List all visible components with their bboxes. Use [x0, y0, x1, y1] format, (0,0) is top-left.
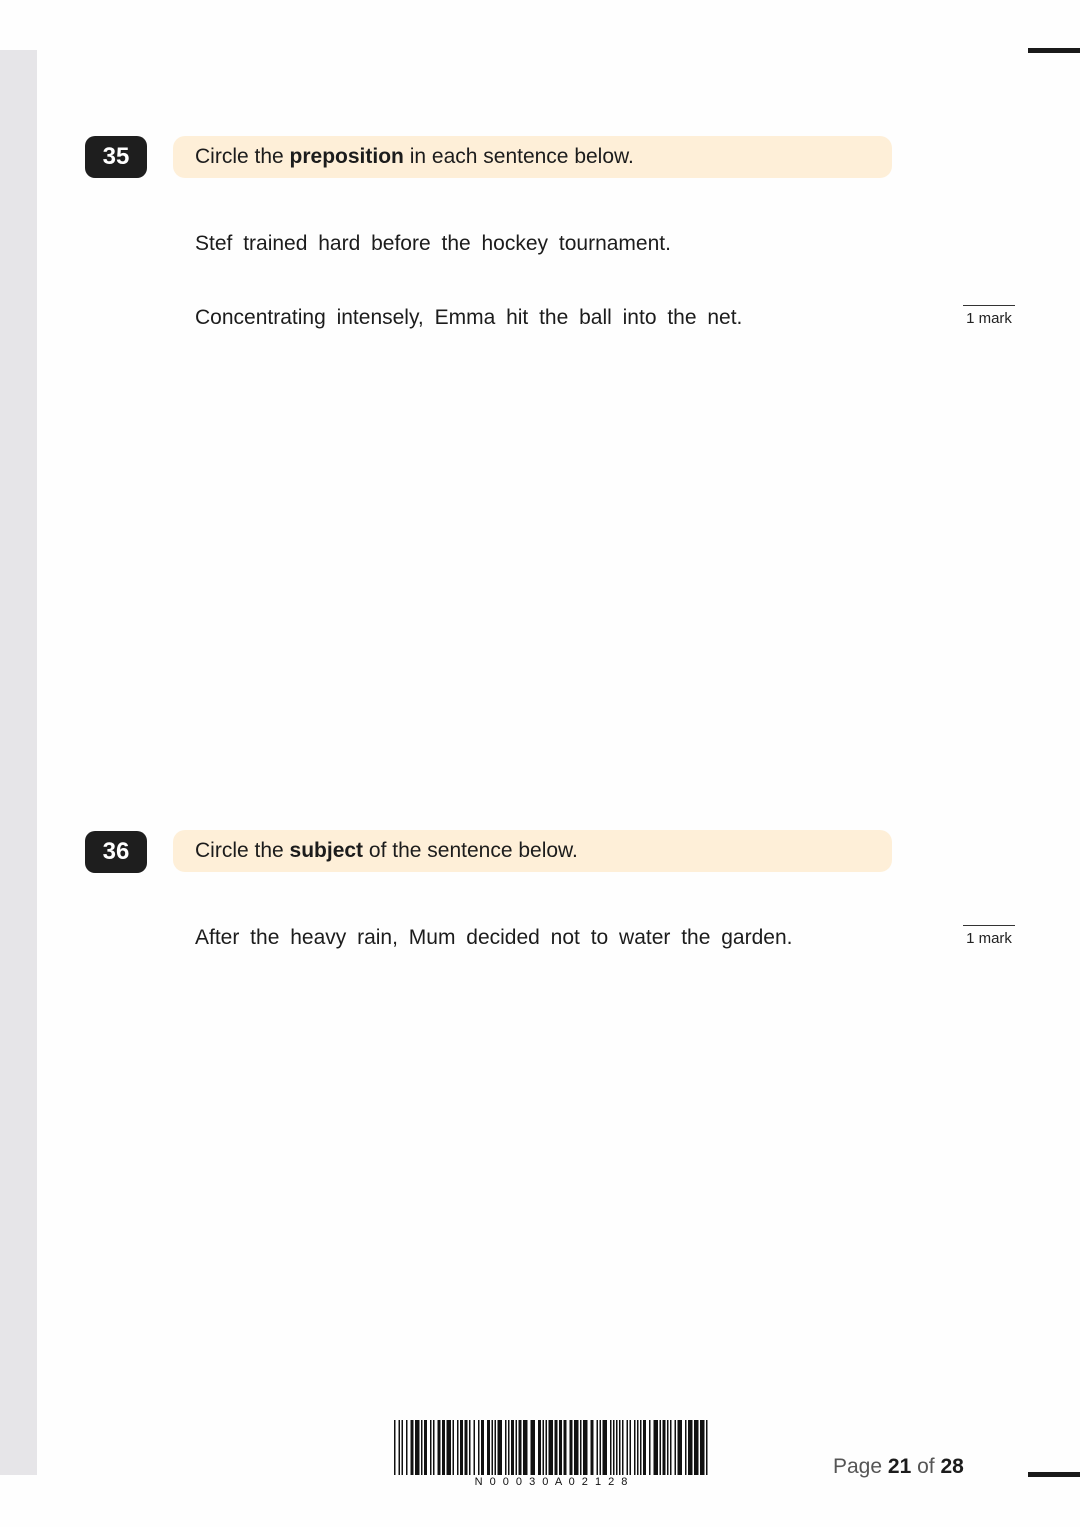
barcode-bar	[616, 1420, 618, 1475]
barcode-bar	[627, 1420, 629, 1475]
barcode-bar	[399, 1420, 401, 1475]
barcode-bar	[570, 1420, 573, 1475]
barcode-bar	[546, 1420, 548, 1475]
barcode-bar	[447, 1420, 452, 1475]
barcode-bar	[508, 1420, 510, 1475]
barcode-bar	[675, 1420, 677, 1475]
crop-mark-bottom	[1028, 1472, 1080, 1477]
barcode-bar	[453, 1420, 455, 1475]
mark-allocation: 1 mark	[963, 925, 1015, 947]
barcode-bar	[678, 1420, 683, 1475]
barcode-bar	[465, 1420, 468, 1475]
barcode-bars	[394, 1420, 708, 1475]
barcode-bar	[597, 1420, 599, 1475]
sentence-text[interactable]: Concentrating intensely, Emma hit the ball into the net.	[195, 306, 743, 329]
barcode-bar	[433, 1420, 435, 1475]
barcode-bar	[591, 1420, 594, 1475]
barcode-bar	[688, 1420, 693, 1475]
barcode-bar	[634, 1420, 636, 1475]
barcode-bar	[394, 1420, 396, 1475]
barcode-bar	[481, 1420, 484, 1475]
barcode-bar	[523, 1420, 528, 1475]
barcode-bar	[670, 1420, 672, 1475]
barcode-bar	[610, 1420, 612, 1475]
total-pages: 28	[940, 1455, 964, 1478]
barcode-bar	[498, 1420, 503, 1475]
barcode-bar	[559, 1420, 562, 1475]
question-number-badge: 35	[85, 136, 147, 178]
instruction-suffix: of the sentence below.	[363, 839, 578, 862]
barcode-text: N 0 0 0 3 0 A 0 2 1 2 8	[474, 1476, 630, 1488]
barcode-bar	[474, 1420, 476, 1475]
barcode-bar	[469, 1420, 471, 1475]
barcode-bar	[531, 1420, 536, 1475]
barcode-bar	[505, 1420, 507, 1475]
barcode-bar	[457, 1420, 459, 1475]
question-instruction	[173, 136, 892, 178]
barcode-bar	[649, 1420, 651, 1475]
sentence-text[interactable]: Stef trained hard before the hockey tournament.	[195, 232, 671, 255]
barcode-bar	[706, 1420, 708, 1475]
question-number-badge: 36	[85, 831, 147, 873]
barcode-bar	[430, 1420, 432, 1475]
barcode-bar	[424, 1420, 427, 1475]
barcode-bar	[549, 1420, 554, 1475]
instruction-prefix: Circle the	[195, 145, 290, 168]
question-instruction	[173, 830, 892, 872]
barcode-bar	[516, 1420, 518, 1475]
barcode-bar	[694, 1420, 699, 1475]
barcode-bar	[415, 1420, 420, 1475]
margin-strip	[0, 50, 37, 1475]
instruction-prefix: Circle the	[195, 839, 290, 862]
instruction-keyword: subject	[289, 839, 364, 862]
barcode-bar	[700, 1420, 705, 1475]
barcode-bar	[492, 1420, 494, 1475]
instruction-suffix: in each sentence below.	[403, 145, 634, 168]
barcode-bar	[663, 1420, 666, 1475]
barcode-bar	[495, 1420, 497, 1475]
barcode-bar	[619, 1420, 621, 1475]
barcode-bar	[487, 1420, 490, 1475]
barcode-bar	[654, 1420, 659, 1475]
barcode-bar	[438, 1420, 441, 1475]
page-number	[833, 1455, 964, 1479]
barcode-bar	[583, 1420, 588, 1475]
barcode-bar	[538, 1420, 541, 1475]
barcode-bar	[600, 1420, 602, 1475]
barcode-bar	[411, 1420, 414, 1475]
instruction-keyword: preposition	[289, 145, 404, 168]
barcode-bar	[402, 1420, 404, 1475]
barcode-bar	[543, 1420, 545, 1475]
of-word: of	[917, 1455, 935, 1478]
barcode-bar	[630, 1420, 632, 1475]
barcode-bar	[421, 1420, 423, 1475]
barcode-bar	[478, 1420, 480, 1475]
barcode-bar	[511, 1420, 514, 1475]
barcode-bar	[667, 1420, 669, 1475]
barcode-bar	[442, 1420, 445, 1475]
crop-mark-top	[1028, 48, 1080, 53]
mark-allocation: 1 mark	[963, 305, 1015, 327]
barcode-bar	[564, 1420, 567, 1475]
barcode-bar	[643, 1420, 646, 1475]
barcode-bar	[519, 1420, 522, 1475]
barcode-bar	[622, 1420, 624, 1475]
barcode-bar	[574, 1420, 579, 1475]
barcode-bar	[640, 1420, 642, 1475]
barcode-bar	[580, 1420, 582, 1475]
sentence-text[interactable]: After the heavy rain, Mum decided not to water the garden.	[195, 926, 793, 949]
barcode-bar	[613, 1420, 615, 1475]
barcode-bar	[660, 1420, 662, 1475]
barcode-bar	[555, 1420, 558, 1475]
barcode-bar	[603, 1420, 608, 1475]
barcode-bar	[637, 1420, 639, 1475]
barcode-bar	[406, 1420, 408, 1475]
current-page: 21	[887, 1455, 912, 1478]
barcode-bar	[685, 1420, 687, 1475]
barcode	[392, 1419, 712, 1489]
page-word: Page	[833, 1455, 883, 1478]
barcode-bar	[460, 1420, 463, 1475]
